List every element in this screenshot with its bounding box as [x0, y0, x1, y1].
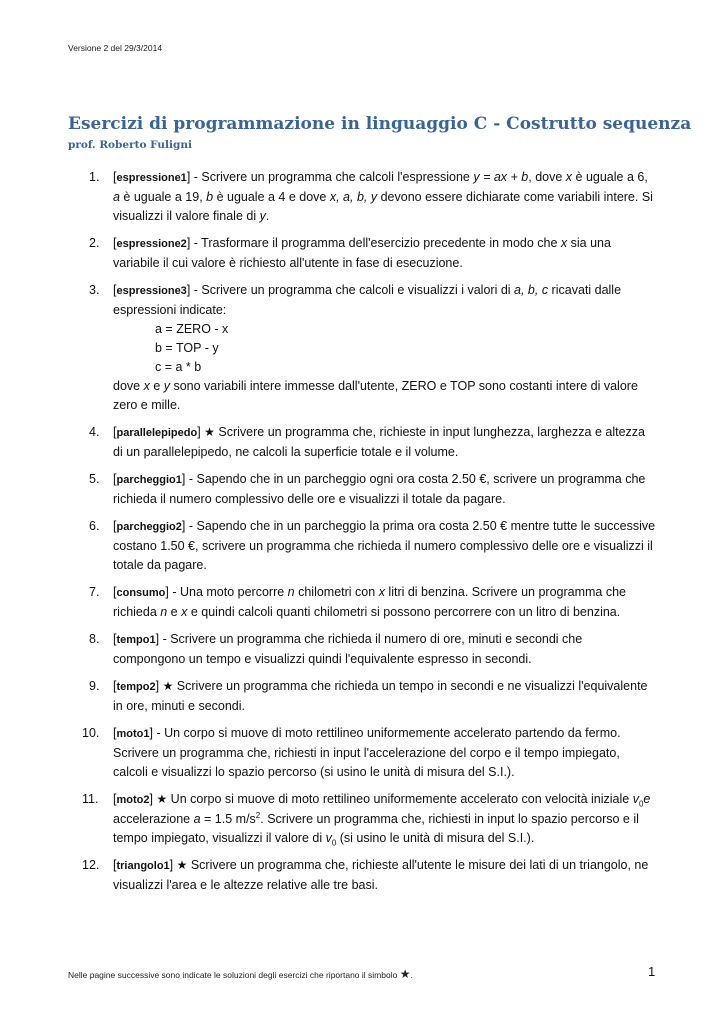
exercise-tag: moto1: [116, 728, 150, 740]
exercise-text: è uguale a 6,: [572, 170, 648, 184]
exercise-text: litri di benzina. Scrivere un programma che richieda: [113, 585, 627, 619]
math-var: x: [181, 605, 188, 619]
exercise-item-8: 8. [tempo1] - Scrivere un programma che richieda il numero di ore, minuti e secondi che compongono un tempo e visualizzi quindi l'equivalente espresso in secondi.: [89, 632, 583, 666]
math-subscript: 0: [331, 838, 337, 848]
math-var: x: [143, 379, 150, 393]
footer-text-end: .: [410, 970, 413, 980]
exercise-item-6: 6. [parcheggio2] - Sapendo che in un parcheggio la prima ora costa 2.50 € mentre tutte le successive costano 1.50 €, scrivere un programma che richieda il numero complessivo delle ore e visualizzi il totale da pagare.: [89, 519, 656, 572]
exercise-item-12: 12. [triangolo1] ★ Scrivere un programma che, richieste all'utente le misure dei lati di un triangolo, ne visualizzi l'area e le altezze relative alle tre basi.: [82, 858, 649, 892]
exercise-item-10: 10. [moto1] - Un corpo si muove di moto rettilineo uniformemente accelerato partendo da fermo. Scrivere un programma che, richiesti in input l'accelerazione del corpo e il tempo impiegato, calcoli e visualizzi lo spazio percorso (si usino le unità di misura del S.I.).: [82, 726, 621, 779]
exercise-text: - Una moto percorre: [168, 585, 288, 599]
exercise-text: = 1.5 m/s: [200, 812, 256, 826]
exercise-text: . Scrivere un programma che, richiesti in input lo spazio percorso e il tempo impiegato, visualizzi il valore di: [113, 812, 639, 845]
page-number: 1: [648, 964, 656, 979]
math-superscript: 2: [255, 810, 261, 820]
exercise-number: 1.: [89, 170, 100, 184]
exercise-text: , dove: [528, 170, 566, 184]
exercise-text: dove: [113, 379, 144, 393]
exercise-text: - Scrivere un programma che calcoli l'espressione: [190, 170, 474, 184]
math-var: e: [643, 792, 651, 806]
exercise-item-1: 1. [espressione1] - Scrivere un programma che calcoli l'espressione y = ax + b, dove x è uguale a 6, a è uguale a 19, b è uguale a 4 e dove x, a, b, y devono essere dichiarate come variabili intere. Si visualizzi il valore finale di y.: [89, 170, 653, 223]
page-header-version: Versione 2 del 29/3/2014: [68, 43, 163, 53]
exercise-text: - Un corpo si muove di moto rettilineo uniformemente accelerato partendo da fermo. Scrivere un programma che, richiesti in input l'accelerazione del corpo e il tempo impiegato, calcoli e visualizzi lo spazio percorso (si usino le unità di misura del S.I.).: [113, 726, 621, 779]
exercise-text: devono essere dichiarate come variabili intere. Si visualizzi il valore finale di: [113, 190, 653, 223]
formula-line: c = a * b: [155, 360, 202, 374]
math-var: x: [565, 170, 573, 184]
exercise-text: - Scrivere un programma che richieda il numero di ore, minuti e secondi che compongono un tempo e visualizzi quindi l'equivalente espresso in secondi.: [113, 632, 583, 666]
exercise-tag: parcheggio2: [116, 521, 182, 533]
exercise-number: 2.: [89, 236, 100, 250]
star-icon: ★: [162, 679, 174, 693]
math-var: y: [163, 379, 170, 393]
exercise-tag: moto2: [116, 794, 150, 806]
exercise-number: 5.: [89, 472, 100, 486]
math-var: x, a, b, y: [329, 190, 378, 204]
math-var: v: [632, 792, 639, 806]
math-var: n: [160, 605, 168, 619]
exercise-text: - Trasformare il programma dell'esercizio precedente in modo che: [190, 236, 561, 250]
math-var: n: [287, 585, 295, 599]
exercise-number: 4.: [89, 425, 100, 439]
math-var: a, b, c: [514, 283, 549, 297]
star-icon: ★: [176, 858, 188, 872]
page-footer-note: [68, 967, 413, 981]
formula-line: a = ZERO - x: [155, 322, 229, 336]
star-icon: ★: [156, 792, 168, 806]
exercise-text: ricavati dalle espressioni indicate:: [113, 283, 622, 317]
math-expr: y = ax + b: [473, 170, 529, 184]
exercise-text: è uguale a 19,: [119, 190, 207, 204]
star-icon: ★: [399, 967, 411, 981]
math-var: v: [325, 831, 332, 845]
math-var: a: [113, 190, 120, 204]
exercise-item-7: 7. [consumo] - Una moto percorre n chilometri con x litri di benzina. Scrivere un programma che richieda n e x e quindi calcoli quanti chilometri si possono percorrere con un litro di benzina.: [89, 585, 627, 619]
exercise-number: 6.: [89, 519, 100, 533]
exercise-text: chilometri con: [294, 585, 379, 599]
exercise-text: è uguale a 4 e dove: [213, 190, 330, 204]
exercise-tag: triangolo1: [116, 860, 170, 872]
math-var: x: [560, 236, 568, 250]
exercise-text: sono variabili intere immesse dall'utente, ZERO e TOP sono costanti intere di valore zero e mille.: [113, 379, 638, 412]
exercise-text: Scrivere un programma che, richieste all'utente le misure dei lati di un triangolo, ne visualizzi l'area e le altezze relative alle tre basi.: [113, 858, 649, 892]
exercise-number: 7.: [89, 585, 100, 599]
exercise-text: e: [149, 379, 164, 393]
exercise-text: .: [265, 209, 270, 223]
exercise-tag: tempo2: [116, 681, 156, 693]
exercise-number: 12.: [82, 858, 100, 872]
math-var: x: [378, 585, 385, 599]
exercise-number: 10.: [82, 726, 100, 740]
exercise-item-9: 9. [tempo2] ★ Scrivere un programma che richieda un tempo in secondi e ne visualizzi l'equivalente in ore, minuti e secondi.: [89, 679, 648, 713]
exercise-tag: consumo: [116, 587, 166, 599]
math-var: b: [206, 190, 214, 204]
exercise-item-3: 3. [espressione3] - Scrivere un programma che calcoli e visualizzi i valori di a, b, c ricavati dalle espressioni indicate: a = ZERO - x b = TOP - y c = a * b dove x e y sono variabili intere immesse dall'utente, ZERO e TOP sono costanti intere di valore zero e mille.: [0, 281, 725, 415]
exercise-number: 3.: [89, 283, 100, 297]
exercise-item-2: 2. [espressione2] - Trasformare il programma dell'esercizio precedente in modo che x sia una variabile il cui valore è richiesto all'utente in fase di esecuzione.: [89, 236, 611, 270]
exercise-text: e quindi calcoli quanti chilometri si possono percorrere con un litro di benzina.: [187, 605, 621, 619]
exercise-tag: espressione1: [116, 172, 187, 184]
exercise-text: - Sapendo che in un parcheggio ogni ora costa 2.50 €, scrivere un programma che richieda il numero complessivo delle ore e visualizzi il totale da pagare.: [113, 472, 646, 506]
document-author: prof. Roberto Fuligni: [68, 139, 192, 151]
exercise-text: accelerazione: [113, 812, 194, 826]
exercise-number: 9.: [89, 679, 100, 693]
footer-text: Nelle pagine successive sono indicate le soluzioni degli esercizi che riportano il simbolo: [68, 970, 400, 980]
exercise-text: - Scrivere un programma che calcoli e visualizzi i valori di: [190, 283, 515, 297]
exercise-text: Un corpo si muove di moto rettilineo uniformemente accelerato con velocità iniziale: [167, 792, 633, 806]
exercise-text: (si usino le unità di misura del S.I.).: [336, 831, 535, 845]
exercise-list: [0, 168, 725, 903]
exercise-tag: espressione3: [116, 285, 187, 297]
exercise-text: e: [167, 605, 182, 619]
exercise-number: 11.: [82, 792, 99, 806]
star-icon: ★: [204, 425, 215, 439]
exercise-item-11: 11. [moto2] ★ Un corpo si muove di moto rettilineo uniformemente accelerato con velocità iniziale $v_0e$ accelerazione a = 1.5 $m/s^2$. Scrivere un programma che, richiesti in input lo spazio percorso e il tempo impiegato, visualizzi il valore di $v_0$ (si usino le unità di misura del S.I.).: [82, 792, 651, 848]
exercise-tag: espressione2: [116, 238, 187, 250]
document-title: Esercizi di programmazione in linguaggio C - Costrutto sequenza: [68, 114, 692, 134]
math-var: a: [193, 812, 201, 826]
exercise-tag: parcheggio1: [116, 474, 182, 486]
exercise-item-4: 4. [parallelepipedo] ★ Scrivere un programma che, richieste in input lunghezza, larghezza e altezza di un parallelepipedo, ne calcoli la superficie totale e il volume.: [89, 425, 645, 459]
exercise-number: 8.: [89, 632, 100, 646]
exercise-text: sia una variabile il cui valore è richiesto all'utente in fase di esecuzione.: [113, 236, 611, 270]
exercise-text: - Sapendo che in un parcheggio la prima ora costa 2.50 € mentre tutte le successive costano 1.50 €, scrivere un programma che richieda il numero complessivo delle ore e visualizzi il totale da pagare.: [113, 519, 656, 572]
math-var: y: [259, 209, 266, 223]
exercise-text: Scrivere un programma che, richieste in input lunghezza, larghezza e altezza di un parallelepipedo, ne calcoli la superficie totale e il volume.: [113, 425, 645, 459]
exercise-tag: parallelepipedo: [116, 427, 198, 439]
exercise-tag: tempo1: [116, 634, 156, 646]
math-subscript: 0: [638, 799, 644, 809]
exercise-item-5: 5. [parcheggio1] - Sapendo che in un parcheggio ogni ora costa 2.50 €, scrivere un programma che richieda il numero complessivo delle ore e visualizzi il totale da pagare.: [89, 472, 646, 506]
formula-line: b = TOP - y: [155, 341, 219, 355]
exercise-text: Scrivere un programma che richieda un tempo in secondi e ne visualizzi l'equivalente in ore, minuti e secondi.: [113, 679, 648, 713]
